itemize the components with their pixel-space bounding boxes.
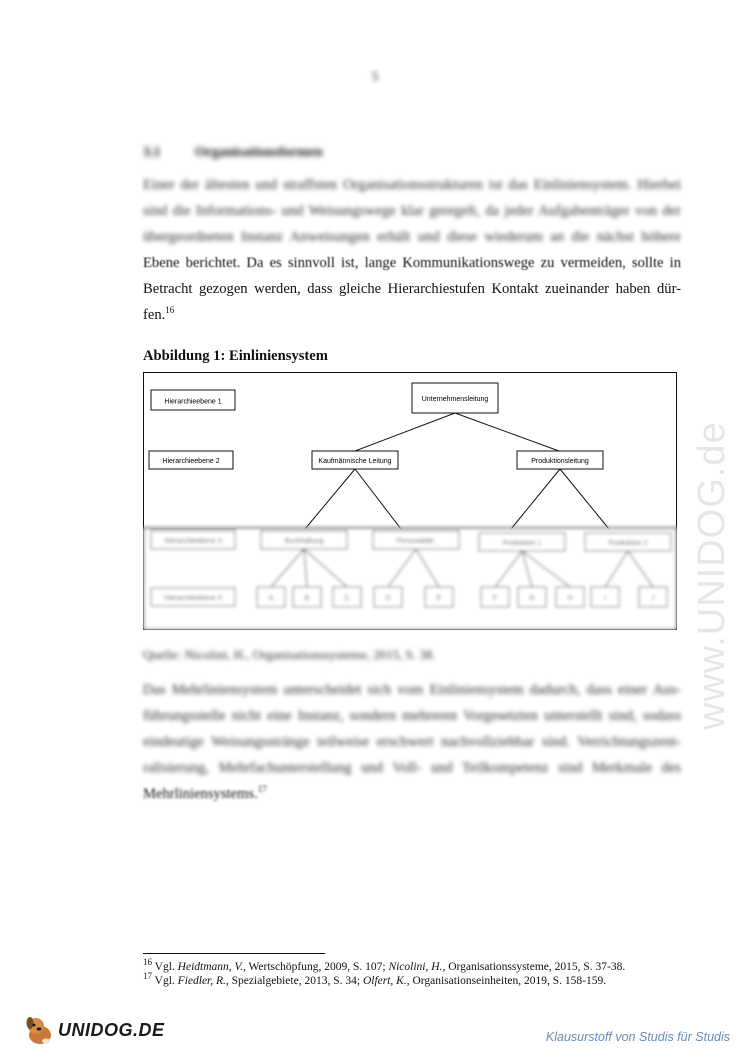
node-text: E — [436, 595, 442, 602]
paragraph-line: sind die Informations- und Weisungswege klar geregelt, da jeder Aufgabenträger von der — [143, 203, 681, 219]
node-text: A — [268, 595, 274, 602]
level-label-text: Hierarchieebene 3 — [164, 538, 222, 545]
paragraph-line: Einer der ältesten und straffsten Organisationsstrukturen ist das Einliniensystem. Hierbei — [143, 177, 681, 193]
footnote-text: , Organisationssysteme, 2015, S. 37-38. — [442, 961, 626, 973]
org-chart-lower-levels — [143, 528, 677, 630]
footnote-prefix: Vgl. — [154, 975, 178, 987]
paragraph-line: Ebene berichtet. Da es sinnvoll ist, lange Kommunikationswege zu vermeiden, sollte in — [143, 255, 681, 271]
node-text: F — [492, 595, 498, 602]
footnote-ref: 16 — [165, 305, 175, 316]
node-text: Produktionsleitung — [531, 458, 589, 465]
node-text: Produktion 2 — [608, 540, 648, 547]
footnote-number: 16 — [143, 957, 152, 968]
footnote-rule — [143, 953, 325, 954]
node-text: I — [604, 595, 606, 602]
figure-caption: Abbildung 1: Einliniensystem — [143, 348, 328, 364]
paragraph-text: Mehrliniensystems. — [143, 786, 258, 802]
level-label-text: Hierarchieebene 4 — [164, 595, 222, 602]
footnote-text: , Organisationseinheiten, 2019, S. 158-159. — [406, 975, 607, 987]
footnote-author: Olfert, K. — [362, 975, 407, 987]
paragraph-1 — [143, 172, 681, 328]
paragraph-line: übergeordneten Instanz Anweisungen erhält und diese wiederum an die nächst höhere — [143, 229, 681, 245]
level-label-text: Hierarchieebene 1 — [164, 398, 222, 406]
paragraph-line: führungsstelle nicht eine Instanz, sondern mehreren Vorgesetzten unterstellt sind, sodass — [143, 708, 681, 724]
section-title: Organisationsformen — [195, 145, 323, 160]
paragraph-line-last — [143, 781, 681, 807]
footnote-16 — [143, 957, 626, 974]
node-text: H — [567, 595, 573, 602]
footnote-author: Fiedler, R. — [177, 975, 226, 987]
footnotes — [143, 957, 626, 988]
section-heading — [143, 145, 323, 161]
page-number: 5 — [371, 70, 379, 85]
node-text: C — [344, 595, 350, 602]
watermark-text: www.UNIDOG.de — [691, 421, 733, 730]
node-text: D — [385, 595, 391, 602]
node-text: B — [304, 595, 310, 602]
footnote-prefix: Vgl. — [154, 961, 178, 973]
paragraph-line: ralisierung, Mehrfachunterstellung und Voll- und Teilkompetenz sind Merkmale des — [143, 760, 681, 776]
watermark — [680, 280, 740, 740]
node-text: J — [651, 595, 655, 602]
node-text: Kaufmännische Leitung — [318, 458, 392, 465]
level-label-2 — [149, 451, 233, 469]
node-produktionsleitung — [517, 451, 603, 469]
node-unternehmensleitung — [412, 383, 498, 413]
node-text: Personalabt. — [396, 538, 436, 545]
figure-source: Quelle: Nicolini, H., Organisationssysteme, 2015, S. 38. — [143, 647, 436, 662]
footnote-17 — [143, 971, 625, 988]
footnote-ref: 17 — [257, 784, 267, 795]
paragraph-line: Das Mehrliniensystem unterscheidet sich vom Einliniensystem dadurch, dass einer Aus- — [143, 682, 681, 698]
footnote-number: 17 — [143, 971, 152, 982]
node-text: G — [529, 595, 535, 602]
node-text: Produktion 1 — [502, 540, 542, 547]
paragraph-2 — [143, 677, 681, 807]
unidog-logo[interactable] — [24, 1012, 165, 1048]
paragraph-line: eindeutige Weisungsstränge teilweise erschwert nachvollziehbar sind. Verrichtungszent- — [143, 734, 681, 750]
node-kaufmaennische-leitung — [312, 451, 398, 469]
node-text: Buchhaltung — [284, 538, 324, 545]
level-label-text: Hierarchieebene 2 — [162, 458, 220, 465]
paragraph-text: fen. — [143, 307, 166, 323]
node-text: Unternehmensleitung — [421, 396, 489, 403]
footnote-author: Nicolini, H. — [388, 961, 443, 973]
level-label-1 — [151, 390, 235, 410]
footnote-author: Heidtmann, V. — [177, 961, 243, 973]
logo-text: UNIDOG.DE — [58, 1019, 165, 1040]
org-chart — [143, 372, 677, 630]
dog-icon — [24, 1013, 58, 1047]
footnote-text: , Wertschöpfung, 2009, S. 107; — [242, 961, 389, 973]
paragraph-line: Betracht gezogen werden, dass gleiche Hierarchiestufen Kontakt zueinander haben dür- — [143, 281, 681, 297]
footnote-text: , Spezialgebiete, 2013, S. 34; — [225, 975, 363, 987]
section-number: 3.1 — [143, 145, 161, 160]
tagline: Klausurstoff von Studis für Studis — [545, 1030, 730, 1044]
paragraph-line-last — [143, 302, 681, 328]
